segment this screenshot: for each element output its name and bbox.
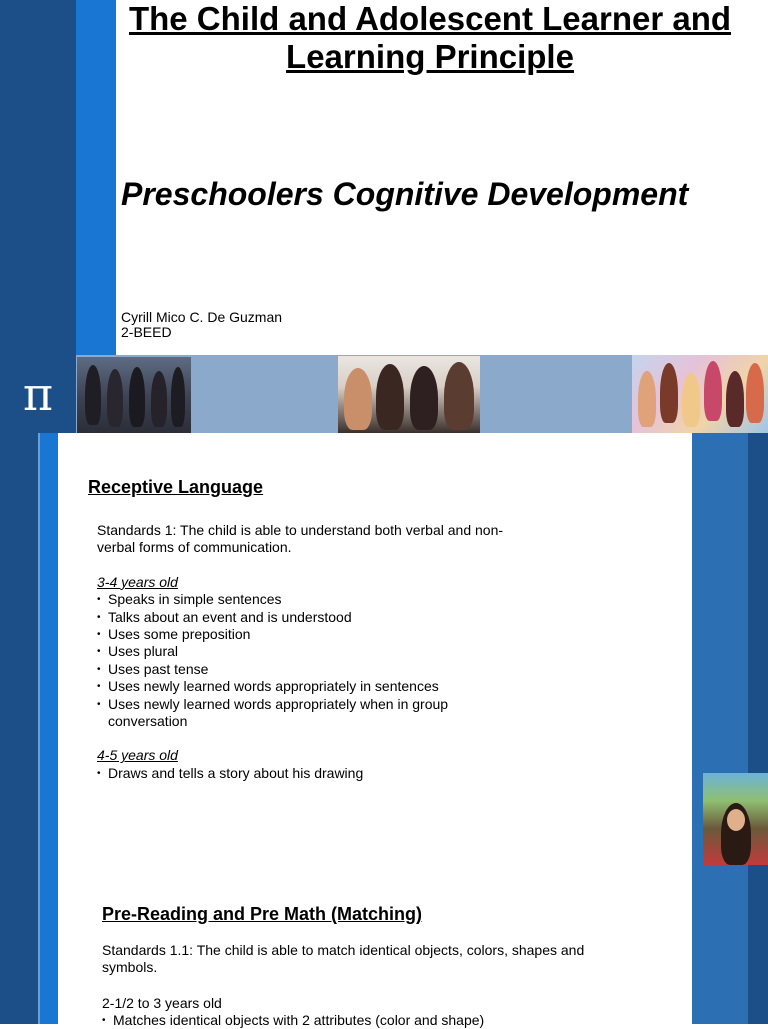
list-item: • Talks about an event and is understood (97, 609, 527, 626)
author-section: 2-BEED (121, 324, 172, 340)
pi-icon: π (22, 367, 54, 421)
skills-list (102, 1012, 622, 1029)
age-group-label: 2-1/2 to 3 years old (102, 995, 222, 1011)
pre-reading-heading: Pre-Reading and Pre Math (Matching) (102, 904, 423, 924)
slide1-title: The Child and Adolescent Learner and Learning Principle (128, 0, 732, 75)
slide2-sidebar-dark (0, 433, 38, 865)
list-item: • Speaks in simple sentences (97, 591, 527, 608)
skills-list (97, 591, 527, 730)
portrait-photo (703, 773, 768, 865)
list-item: • Uses some preposition (97, 626, 527, 643)
age-group-label: 3-4 years old (97, 573, 178, 590)
slide1-author-block (121, 310, 282, 340)
list-item: • Draws and tells a story about his drawing (97, 765, 527, 782)
standard-text: Standards 1: The child is able to understand both verbal and non-verbal forms of communication. (97, 522, 504, 556)
group-photo-2 (338, 356, 480, 433)
slide1-sidebar-dark (0, 0, 76, 355)
group-photo-1 (77, 357, 191, 433)
slide3-sidebar-light (40, 865, 58, 1024)
standard-text: Standards 1.1: The child is able to match identical objects, colors, shapes and symbols. (102, 942, 585, 976)
author-name: Cyrill Mico C. De Guzman (121, 309, 283, 325)
slide1-subtitle: Preschoolers Cognitive Development (121, 176, 689, 212)
slide3-right-bar (692, 865, 748, 1024)
slide3-sidebar-dark (0, 865, 38, 1024)
list-item: • Matches identical objects with 2 attributes (color and shape) (102, 1012, 622, 1029)
skills-list (97, 765, 527, 782)
group-photo-3 (632, 355, 768, 433)
age-group-label: 4-5 years old (97, 747, 178, 764)
slide1-sidebar-light (76, 0, 116, 355)
receptive-language-content (97, 522, 527, 782)
receptive-language-heading: Receptive Language (88, 477, 264, 497)
slide2-sidebar-light (40, 433, 58, 865)
list-item: • Uses plural (97, 643, 527, 660)
slide3-right-bar-dark (748, 865, 768, 1024)
list-item: • Uses newly learned words appropriately in sentences (97, 678, 527, 695)
list-item: • Uses newly learned words appropriately when in group conversation (97, 696, 478, 731)
list-item: • Uses past tense (97, 661, 527, 678)
